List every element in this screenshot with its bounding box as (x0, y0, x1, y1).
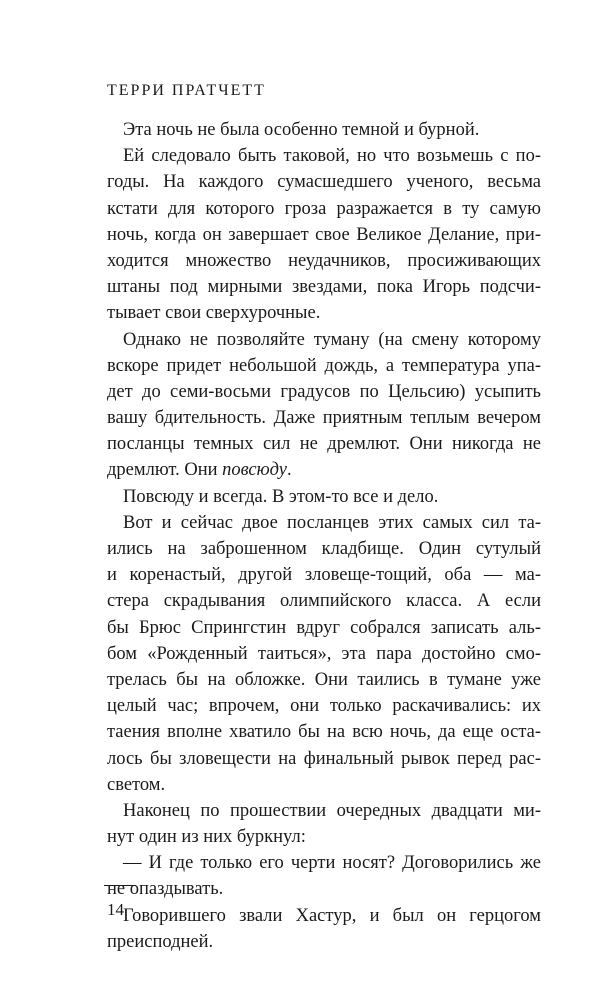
text-line: Эта ночь не была особенно темной и бурной. (123, 120, 480, 140)
text-line: ились на заброшенном кладбище. Один сутулый (107, 539, 541, 559)
text-line-with-emphasis (107, 457, 541, 483)
text-line: годы. На каждого сумасшедшего ученого, весьма (107, 172, 541, 193)
text-line: трелась бы на обложке. Они таились в тумане уже (107, 669, 541, 690)
text-line: лось бы зловещести на финальный рывок перед рас- (107, 748, 541, 769)
text-line: дет до семи-восьми градусов по Цельсию) усыпить (107, 381, 541, 402)
paragraph (107, 143, 541, 326)
text-line: таения вполне хватило бы на всю ночь, да еще оста- (107, 722, 541, 743)
paragraph (107, 117, 541, 143)
paragraph (107, 484, 541, 510)
text-line: — И где только его черти носят? Договорились же (123, 853, 541, 874)
paragraph (107, 850, 541, 902)
text-line: преисподней. (107, 931, 214, 952)
text-line: Ей следовало быть таковой, но что возьмешь с по- (123, 146, 541, 167)
text-line: целый час; впрочем, они только раскачивались: их (107, 696, 541, 717)
paragraph (107, 327, 541, 484)
text-line: вашу бдительность. Даже приятным теплым вечером (107, 408, 541, 429)
text-line: Наконец по прошествии очередных двадцати ми- (123, 800, 541, 821)
footnote-rule (104, 885, 136, 886)
text-line: Повсюду и всегда. В этом-то все и дело. (123, 486, 439, 507)
text-run: . (287, 460, 292, 481)
text-line: вскоре придет небольшой дождь, а температура упа- (107, 355, 541, 376)
text-line: бы Брюс Спрингстин вдруг собрался записать аль- (107, 617, 541, 638)
text-run: дремлют. Они (107, 460, 223, 481)
paragraph (107, 510, 541, 798)
emphasis: повсюду (222, 460, 287, 481)
text-line: стера скрадывания олимпийского класса. А если (107, 591, 541, 612)
text-line: не опаздывать. (107, 879, 224, 900)
text-line: тывает свои сверхурочные. (107, 303, 321, 324)
running-head: ТЕРРИ ПРАТЧЕТТ (107, 82, 266, 99)
text-line: нут один из них буркнул: (107, 827, 306, 848)
text-line: ходится множество неудачников, просиживающих (107, 250, 541, 271)
text-line: Однако не позволяйте туману (на смену которому (123, 329, 541, 350)
text-line: посланцы темных сил не дремлют. Они никогда не (107, 434, 541, 455)
text-line: Вот и сейчас двое посланцев этих самых сил та- (123, 512, 541, 533)
text-line: ночь, когда он завершает свое Великое Делание, при- (107, 224, 541, 245)
body-text (107, 117, 541, 955)
page-number: 14 (107, 900, 124, 919)
text-line: и коренастый, другой зловеще-тощий, оба — ма- (107, 565, 541, 586)
text-line: бом «Рожденный таиться», эта пара достойно смо- (107, 643, 541, 664)
paragraph (107, 903, 541, 955)
paragraph (107, 798, 541, 850)
text-line: кстати для которого гроза разражается в ту самую (107, 198, 541, 219)
text-line: Говорившего звали Хастур, и был он герцогом (123, 905, 541, 926)
text-line: штаны под мирными звездами, пока Игорь подсчи- (107, 277, 541, 298)
text-line: светом. (107, 774, 166, 795)
